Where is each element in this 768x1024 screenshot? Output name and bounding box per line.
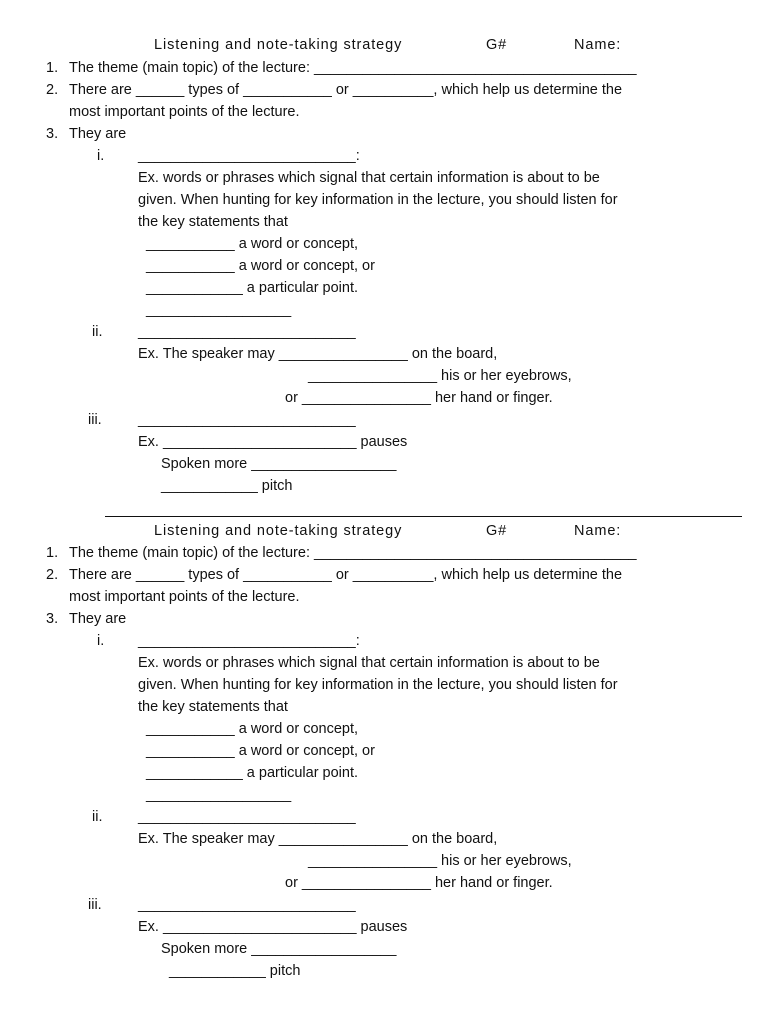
item-i-blank-4: __________________ (146, 302, 292, 318)
item-ii-heading-blank: ___________________________ (138, 324, 356, 340)
item-i-blank-4: __________________ (146, 787, 292, 803)
item-i-example-line-1: Ex. words or phrases which signal that certain information is about to be (138, 655, 600, 671)
item-ii-line-1: Ex. The speaker may ________________ on the board, (138, 831, 498, 847)
question-1-text: The theme (main topic) of the lecture: ________________________________________ (69, 545, 637, 561)
item-i-blank-2: ___________ a word or concept, or (146, 743, 375, 759)
item-ii-line-3: or ________________ her hand or finger. (285, 390, 553, 406)
question-1-text: The theme (main topic) of the lecture: ________________________________________ (69, 60, 637, 76)
item-iii-numeral: iii. (88, 897, 102, 913)
item-i-heading-blank: ___________________________: (138, 633, 360, 649)
item-ii-numeral: ii. (92, 809, 103, 825)
item-i-numeral: i. (97, 148, 105, 164)
item-i-example-line-2: given. When hunting for key information in the lecture, you should listen for (138, 192, 618, 208)
item-ii-heading-blank: ___________________________ (138, 809, 356, 825)
name-label: Name: (574, 37, 622, 53)
question-2-number: 2. (46, 567, 59, 583)
item-ii-line-3: or ________________ her hand or finger. (285, 875, 553, 891)
item-iii-numeral: iii. (88, 412, 102, 428)
item-iii-line-1: Ex. ________________________ pauses (138, 919, 408, 935)
item-i-blank-3: ____________ a particular point. (146, 280, 359, 296)
item-iii-line-2: Spoken more __________________ (161, 941, 397, 957)
question-2-line-1: There are ______ types of ___________ or __________, which help us determine the (69, 567, 623, 583)
item-ii-numeral: ii. (92, 324, 103, 340)
item-i-example-line-1: Ex. words or phrases which signal that certain information is about to be (138, 170, 600, 186)
question-2-line-1: There are ______ types of ___________ or __________, which help us determine the (69, 82, 623, 98)
question-2-number: 2. (46, 82, 59, 98)
question-3-number: 3. (46, 611, 59, 627)
item-ii-line-2: ________________ his or her eyebrows, (308, 853, 572, 869)
item-iii-line-1: Ex. ________________________ pauses (138, 434, 408, 450)
question-1-number: 1. (46, 60, 59, 76)
item-iii-line-3: ____________ pitch (169, 963, 301, 979)
question-3-text: They are (69, 611, 127, 627)
question-2-line-2: most important points of the lecture. (69, 589, 300, 605)
group-number-label: G# (486, 523, 508, 539)
item-i-blank-1: ___________ a word or concept, (146, 721, 359, 737)
item-i-example-line-3: the key statements that (138, 214, 288, 230)
item-iii-heading-blank: ___________________________ (138, 412, 356, 428)
question-2-line-2: most important points of the lecture. (69, 104, 300, 120)
item-i-example-line-2: given. When hunting for key information in the lecture, you should listen for (138, 677, 618, 693)
item-ii-line-2: ________________ his or her eyebrows, (308, 368, 572, 384)
group-number-label: G# (486, 37, 508, 53)
item-i-blank-1: ___________ a word or concept, (146, 236, 359, 252)
item-i-heading-blank: ___________________________: (138, 148, 360, 164)
question-1-number: 1. (46, 545, 59, 561)
item-i-numeral: i. (97, 633, 105, 649)
item-ii-line-1: Ex. The speaker may ________________ on the board, (138, 346, 498, 362)
worksheet-title: Listening and note-taking strategy (154, 523, 403, 539)
question-3-text: They are (69, 126, 127, 142)
item-iii-line-2: Spoken more __________________ (161, 456, 397, 472)
item-i-blank-3: ____________ a particular point. (146, 765, 359, 781)
name-label: Name: (574, 523, 622, 539)
question-3-number: 3. (46, 126, 59, 142)
item-iii-heading-blank: ___________________________ (138, 897, 356, 913)
section-divider (105, 516, 742, 517)
worksheet-title: Listening and note-taking strategy (154, 37, 403, 53)
item-iii-line-3: ____________ pitch (161, 478, 293, 494)
item-i-blank-2: ___________ a word or concept, or (146, 258, 375, 274)
item-i-example-line-3: the key statements that (138, 699, 288, 715)
